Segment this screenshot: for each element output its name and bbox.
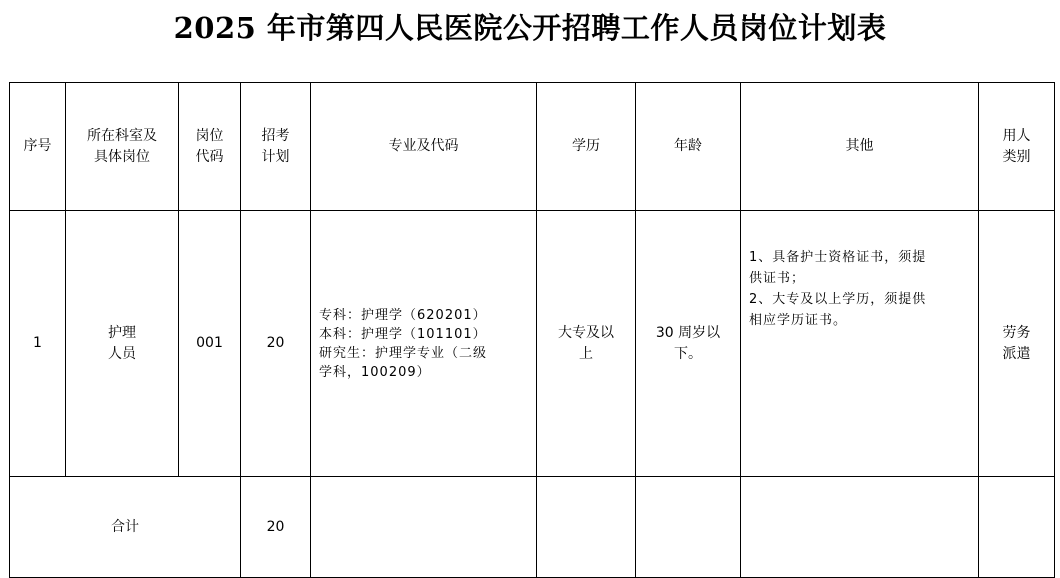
cell-major-line: 专科：护理学（620201） (319, 307, 487, 323)
page-title: 2025 年市第四人民医院公开招聘工作人员岗位计划表 (173, 11, 887, 45)
cell-other-line: 供证书； (749, 271, 806, 286)
header-code-line: 岗位 (195, 127, 224, 144)
header-plan (241, 83, 311, 211)
total-label: 合计 (10, 477, 241, 578)
header-type-line: 用人 (1002, 127, 1031, 144)
header-plan-line: 计划 (261, 148, 290, 165)
header-dept-line: 具体岗位 (94, 148, 150, 165)
total-empty-cell (636, 477, 741, 578)
header-seq: 序号 (10, 83, 66, 211)
cell-age-line: 下。 (674, 345, 702, 362)
cell-edu (537, 211, 636, 477)
cell-age (636, 211, 741, 477)
cell-other (741, 211, 979, 477)
cell-other-line: 相应学历证书。 (749, 313, 848, 328)
cell-plan: 20 (241, 211, 311, 477)
table-row (10, 211, 1055, 477)
cell-age-line: 30 周岁以 (655, 324, 721, 341)
total-empty-cell (979, 477, 1055, 578)
header-row (10, 83, 1055, 211)
cell-major-line: 本科：护理学（101101） (319, 326, 487, 342)
header-other: 其他 (741, 83, 979, 211)
header-edu: 学历 (537, 83, 636, 211)
cell-other-line: 1、具备护士资格证书，须提 (749, 250, 927, 265)
cell-major-line: 学科，100209） (319, 364, 431, 380)
total-empty-cell (741, 477, 979, 578)
header-dept (66, 83, 179, 211)
header-type-line: 类别 (1002, 148, 1031, 165)
total-plan: 20 (241, 477, 311, 578)
cell-type (979, 211, 1055, 477)
cell-dept-line: 人员 (108, 345, 136, 362)
header-plan-line: 招考 (261, 127, 290, 144)
cell-seq: 1 (10, 211, 66, 477)
header-major: 专业及代码 (311, 83, 537, 211)
cell-code: 001 (179, 211, 241, 477)
header-age: 年龄 (636, 83, 741, 211)
cell-type-line: 派遣 (1002, 345, 1031, 362)
header-code-line: 代码 (195, 148, 224, 165)
header-dept-line: 所在科室及 (87, 127, 157, 144)
cell-type-line: 劳务 (1002, 324, 1031, 341)
cell-edu-line: 大专及以 (558, 324, 614, 341)
total-empty-cell (537, 477, 636, 578)
cell-other-line: 2、大专及以上学历，须提供 (749, 292, 927, 307)
cell-edu-line: 上 (579, 345, 593, 362)
total-row (10, 477, 1055, 578)
cell-major (311, 211, 537, 477)
recruitment-plan-table (9, 82, 1055, 578)
cell-dept-line: 护理 (108, 324, 136, 341)
header-code (179, 83, 241, 211)
cell-major-line: 研究生：护理学专业（二级 (319, 345, 488, 361)
cell-dept (66, 211, 179, 477)
total-empty-cell (311, 477, 537, 578)
header-type (979, 83, 1055, 211)
